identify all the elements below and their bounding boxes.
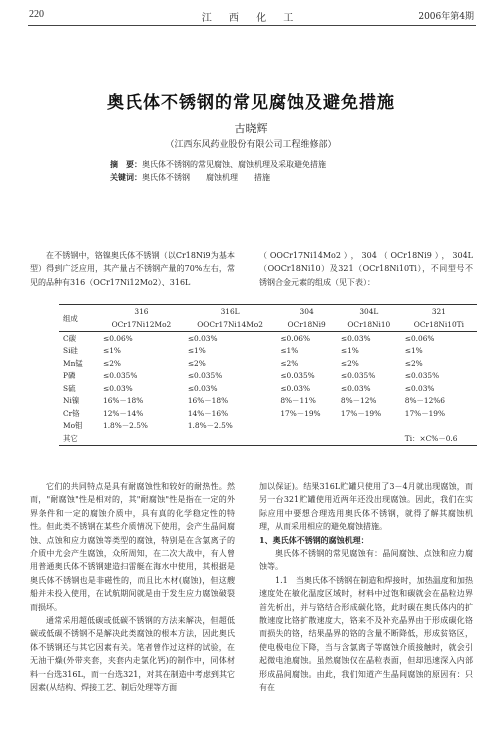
table-cell <box>184 432 276 445</box>
table-cell <box>337 420 401 433</box>
table-row <box>59 432 477 445</box>
table-grade-header: 321 <box>401 305 477 319</box>
abstract-block <box>110 158 326 184</box>
keyword: 腐蚀机理 <box>206 173 238 182</box>
table-formula-header: OOCr17Ni14Mo2 <box>184 318 276 332</box>
table-cell: ≤0.03% <box>404 383 435 393</box>
table-cell <box>337 432 401 445</box>
table-row-label: S硫 <box>63 383 76 393</box>
table-cell: ≤2% <box>103 358 121 368</box>
body-paragraph: 奥氏体不锈钢的常见腐蚀有：晶间腐蚀、点蚀和应力腐蚀等。 <box>259 549 473 572</box>
table-cell: 17%－19% <box>280 408 321 418</box>
table-grade-header: 304L <box>337 305 401 319</box>
table-row <box>59 332 477 345</box>
table-cell: ≤0.03% <box>103 383 133 393</box>
page-header <box>0 0 502 30</box>
intro-left-column <box>30 249 235 289</box>
table-cell: ≤0.035% <box>340 371 376 381</box>
body-paragraph-cont: 加以保证)。结果316L贮罐只使用了3－4月就出现腐蚀，而另一台321贮罐使用近两年还没出现腐蚀。因此，我们在实际应用中要想合理选用奥氏体不锈钢，就得了解其腐蚀机理，从而采用相应的避免腐蚀措施。 <box>259 482 473 532</box>
table-cell: 17%－19% <box>340 408 382 418</box>
table-cell: ≤2% <box>187 358 206 368</box>
table-row-label: 其它 <box>59 432 99 445</box>
table-cell: ≤0.035% <box>187 371 223 381</box>
table-header-row <box>59 305 477 319</box>
table-cell: ≤0.06% <box>404 333 435 343</box>
table-cell: ≤0.03% <box>187 383 218 393</box>
table-cell: ≤1% <box>187 346 206 356</box>
table-cell: ≤1% <box>404 346 423 356</box>
table-cell <box>276 420 337 433</box>
table-cell <box>276 432 337 445</box>
table-cell: ≤0.03% <box>187 333 218 343</box>
table-cell: 14%－16% <box>187 408 229 418</box>
table-cell: ≤0.06% <box>103 333 133 343</box>
table-group-label: 组成 <box>59 305 99 332</box>
table-row <box>59 407 477 420</box>
table-cell: ≤1% <box>340 346 359 356</box>
table-cell: ≤1% <box>280 346 299 356</box>
table-row-label: Ni镍 <box>63 396 80 406</box>
section-heading: 1、奥氏体不锈钢的腐蚀机理： <box>259 534 369 545</box>
article-title: 奥氏体不锈钢的常见腐蚀及避免措施 <box>107 93 395 113</box>
table-row <box>59 420 477 433</box>
body-paragraph: 通常采用超低碳或低碳不锈钢的方法来解决，但超低碳或低碳不锈钢不是解决此类腐蚀的根本方法，因此奥氏体不锈钢还与其它因素有关。笔者曾作过这样的试验，在无油干燥(外带夹套，夹套内走氯化钙)的制作中，同体材料一台选316L，而一台选321，对其在制造中考虑到其它因素(从结构、焊接工艺、制后处理等方面 <box>30 616 235 693</box>
table-grade-header: 316 <box>99 305 184 319</box>
composition-table <box>59 304 477 446</box>
body-paragraph: 它们的共同特点是具有耐腐蚀性和较好的耐热性。然而，"耐腐蚀"性是相对的，其"耐腐蚀"性是指在一定的外界条件和一定的腐蚀介质中，具有真的化学稳定性的特性。但此类不锈钢在某些介质情况下使用，会产生晶间腐蚀、点蚀和应力腐蚀等类型的腐蚀，特别是在含氯离子的介质中尤会产生腐蚀，众所周知，在二次大战中，有人曾用普通奥氏体不锈钢建造扫雷艇在海水中使用，其根据是奥氏体不锈钢也是非磁性的，而且比木材(腐蚀)，但这艘船并未投入使用，在试航期间就是由于发生应力腐蚀破裂而损坏。 <box>30 482 235 612</box>
table-cell: ≤0.03% <box>340 383 371 393</box>
table-cell: ≤0.035% <box>280 371 315 381</box>
table-cell: 17%－19% <box>404 408 446 418</box>
abstract-text: 奥氏体不锈钢的常见腐蚀、腐蚀机理及采取避免措施 <box>142 160 326 169</box>
table-formula-header: OCr17Ni12Mo2 <box>99 318 184 332</box>
body-right-column <box>259 480 473 695</box>
table-row-label: Si硅 <box>63 346 78 356</box>
table-cell: 1.8%－2.5% <box>103 421 148 431</box>
keywords-label: 关键词： <box>110 172 142 182</box>
keyword: 奥氏体不锈钢 <box>142 173 190 182</box>
journal-name: 江 西 化 工 <box>201 13 301 24</box>
table-cell: 8%－11% <box>280 396 316 406</box>
table-cell: Ti：×C%－0.6 <box>401 432 477 445</box>
table-cell: ≤0.06% <box>280 333 310 343</box>
table-row-label: Mo钼 <box>63 421 83 431</box>
author-affiliation: （江西东风药业股份有限公司工程维修部） <box>165 140 337 150</box>
keyword: 措施 <box>254 173 270 182</box>
keywords-line <box>110 171 326 184</box>
table-formula-header: OCr18Ni10 <box>337 318 401 332</box>
abstract-label: 摘 要： <box>110 159 142 169</box>
page-number: 220 <box>29 9 44 20</box>
table-cell: 8%－12% <box>340 396 377 406</box>
table-cell: ≤2% <box>280 358 299 368</box>
table-grade-header: 316L <box>184 305 276 319</box>
table-formula-header: OCr18Ni9 <box>276 318 337 332</box>
table-row <box>59 382 477 395</box>
table-cell: 16%－18% <box>103 396 144 406</box>
table-cell: 1.8%－2.5% <box>187 421 233 431</box>
table-cell <box>99 432 184 445</box>
table-row <box>59 395 477 408</box>
intro-paragraph: 在不锈钢中，铬镍奥氏体不锈钢（以Cr18Ni9为基本型）得到广泛应用，其产量占不锈钢产量的70%左右，常见的品种有316（OCr17Ni12Mo2）、316L <box>30 251 235 287</box>
table-cell: 8%－12%6 <box>404 396 446 406</box>
table-row-label: Cr铬 <box>63 408 80 418</box>
intro-right-column <box>259 249 473 289</box>
table-cell: ≤0.03% <box>340 333 371 343</box>
table-header-row <box>59 318 477 332</box>
table-cell: ≤2% <box>404 358 423 368</box>
table-grade-header: 304 <box>276 305 337 319</box>
body-left-column <box>30 480 235 695</box>
table-cell: 12%－14% <box>103 408 144 418</box>
table-cell: ≤1% <box>103 346 121 356</box>
table-cell: ≤0.035% <box>103 371 138 381</box>
issue-label: 2006年第4期 <box>418 12 474 22</box>
table-cell <box>401 420 477 433</box>
intro-paragraph-cont: （OOCr17Ni14Mo2），304（OCr18Ni9），304L（OOCr18Ni10）及321（OCr18Ni10Ti），不同型号不锈钢合金元素的组成（见下表）： <box>259 251 473 287</box>
header-rule <box>28 25 476 26</box>
table-row <box>59 345 477 358</box>
table-row-label: Mn锰 <box>63 358 83 368</box>
table-row <box>59 370 477 383</box>
table-cell: ≤0.035% <box>404 371 440 381</box>
table-cell: ≤2% <box>340 358 359 368</box>
table-formula-header: OCr18Ni10Ti <box>401 318 477 332</box>
table-cell: ≤0.03% <box>280 383 310 393</box>
author-name: 古晓辉 <box>234 122 268 135</box>
table-cell: 16%－18% <box>187 396 229 406</box>
table-row-label: P磷 <box>63 371 76 381</box>
table-row-label: C碳 <box>63 333 77 343</box>
body-paragraph: 1.1 当奥氏体不锈钢在制造和焊接时，加热温度和加热速度处在敏化温度区域时，材料中过饱和碳就会在晶粒边界首先析出，并与铬结合形成碳化铬，此时碳在奥氏体内的扩散速度比铬扩散速度大，铬来不及补充晶界由于形成碳化铬而损失的铬，结果晶界的铬的含量不断降低，形成贫铬区，使电极电位下降，当与含氯离子等腐蚀介质接触时，就会引起微电池腐蚀。虽然腐蚀仅在晶粒表面，但却迅速深入内部形成晶间腐蚀。由此，我们知道产生晶间腐蚀的原因有：只有在 <box>259 575 473 693</box>
table-row <box>59 357 477 370</box>
abstract-line <box>110 158 326 171</box>
